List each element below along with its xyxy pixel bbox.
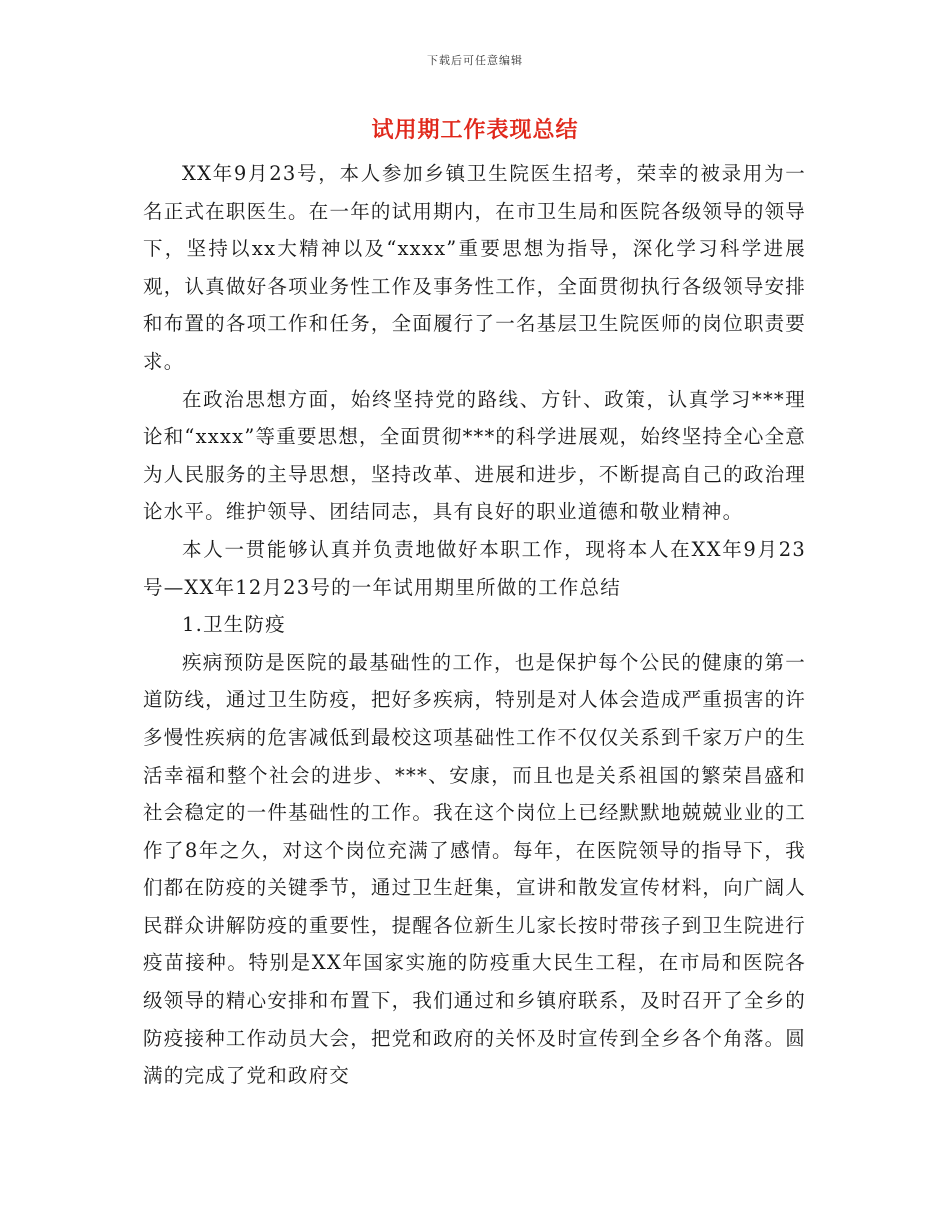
document-body (143, 155, 806, 1095)
paragraph-epidemic-prevention: 疾病预防是医院的最基础性的工作，也是保护每个公民的健康的第一道防线，通过卫生防疫，把好多疾病，特别是对人体会造成严重损害的许多慢性疾病的危害减低到最校这项基础性工作不仅仅关系到千家万户的生活幸福和整个社会的进步、***、安康，而且也是关系祖国的繁荣昌盛和社会稳定的一件基础性的工作。我在这个岗位上已经默默地兢兢业业的工作了8年之久，对这个岗位充满了感情。每年，在医院领导的指导下，我们都在防疫的关键季节，通过卫生赶集，宣讲和散发宣传材料，向广阔人民群众讲解防疫的重要性，提醒各位新生儿家长按时带孩子到卫生院进行疫苗接种。特别是XX年国家实施的防疫重大民生工程，在市局和医院各级领导的精心安排和布置下，我们通过和乡镇府联系，及时召开了全乡的防疫接种工作动员大会，把党和政府的关怀及时宣传到全乡各个角落。圆满的完成了党和政府交 (143, 650, 806, 1088)
download-edit-note: 下载后可任意编辑 (427, 54, 523, 67)
document-title: 试用期工作表现总结 (371, 118, 579, 143)
paragraph-political: 在政治思想方面，始终坚持党的路线、方针、政策，认真学习***理论和“xxxx”等重要思想，全面贯彻***的科学进展观，始终坚持全心全意为人民服务的主导思想，坚持改革、进展和进步，不断提高自己的政治理论水平。维护领导、团结同志，具有良好的职业道德和敬业精神。 (143, 387, 806, 524)
paragraph-intro: XX年9月23号，本人参加乡镇卫生院医生招考，荣幸的被录用为一名正式在职医生。在一年的试用期内，在市卫生局和医院各级领导的领导下，坚持以xx大精神以及“xxxx”重要思想为指导，深化学习科学进展观，认真做好各项业务性工作及事务性工作，全面贯彻执行各级领导安排和布置的各项工作和任务，全面履行了一名基层卫生院医师的岗位职责要求。 (143, 162, 806, 373)
paragraph-summary-intro: 本人一贯能够认真并负责地做好本职工作，现将本人在XX年9月23号—XX年12月23号的一年试用期里所做的工作总结 (143, 537, 806, 599)
section-heading-epidemic-prevention: 1.卫生防疫 (182, 613, 286, 637)
